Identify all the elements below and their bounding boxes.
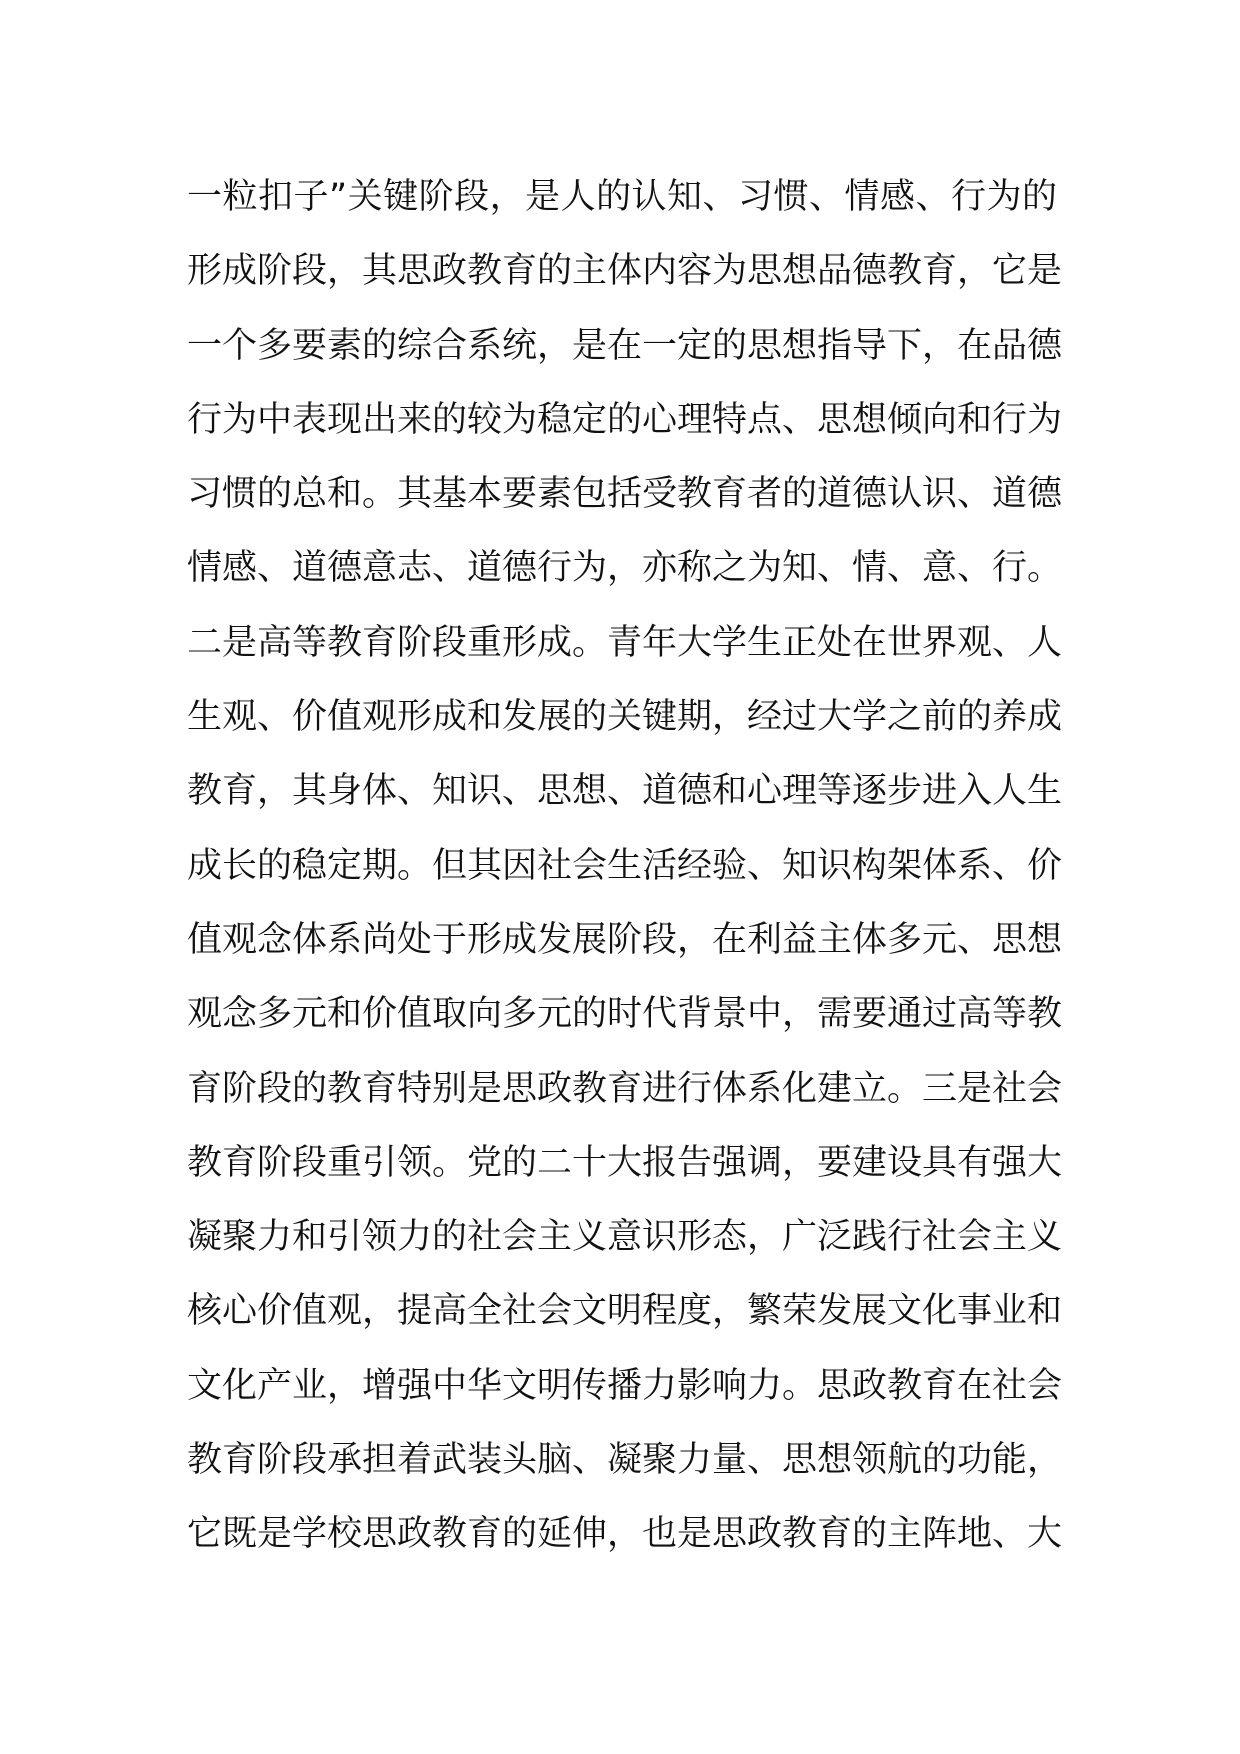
text-line-12: 观念多元和价值取向多元的时代背景中，需要通过高等教 [187,994,1063,1035]
text-line-14: 教育阶段重引领。党的二十大报告强调，要建设具有强大 [187,1142,1063,1183]
text-line-10: 成长的稳定期。但其因社会生活经验、知识构架体系、价 [187,845,1063,886]
text-line-11: 值观念体系尚处于形成发展阶段，在利益主体多元、思想 [187,919,1063,960]
text-line-13: 育阶段的教育特别是思政教育进行体系化建立。三是社会 [187,1068,1063,1109]
text-line-1: 一粒扣子”关键阶段，是人的认知、习惯、情感、行为的 [187,177,1057,217]
text-line-7: 二是高等教育阶段重形成。青年大学生正处在世界观、人 [187,622,1063,663]
text-line-5: 习惯的总和。其基本要素包括受教育者的道德认识、道德 [187,474,1063,515]
text-line-16: 核心价值观，提高全社会文明程度，繁荣发展文化事业和 [187,1291,1063,1332]
text-line-19: 它既是学校思政教育的延伸，也是思政教育的主阵地、大 [187,1514,1063,1555]
text-line-3: 一个多要素的综合系统，是在一定的思想指导下，在品德 [187,325,1063,366]
text-line-15: 凝聚力和引领力的社会主义意识形态，广泛践行社会主义 [187,1217,1063,1258]
text-line-9: 教育，其身体、知识、思想、道德和心理等逐步进入人生 [187,771,1063,812]
text-line-2: 形成阶段，其思政教育的主体内容为思想品德教育，它是 [187,251,1063,292]
text-line-18: 教育阶段承担着武装头脑、凝聚力量、思想领航的功能， [187,1440,1063,1481]
text-line-4: 行为中表现出来的较为稳定的心理特点、思想倾向和行为 [187,399,1063,440]
text-line-6: 情感、道德意志、道德行为，亦称之为知、情、意、行。 [187,548,1063,589]
body-text [187,160,1063,1572]
text-line-8: 生观、价值观形成和发展的关键期，经过大学之前的养成 [187,697,1063,738]
text-line-17: 文化产业，增强中华文明传播力影响力。思政教育在社会 [187,1365,1063,1406]
